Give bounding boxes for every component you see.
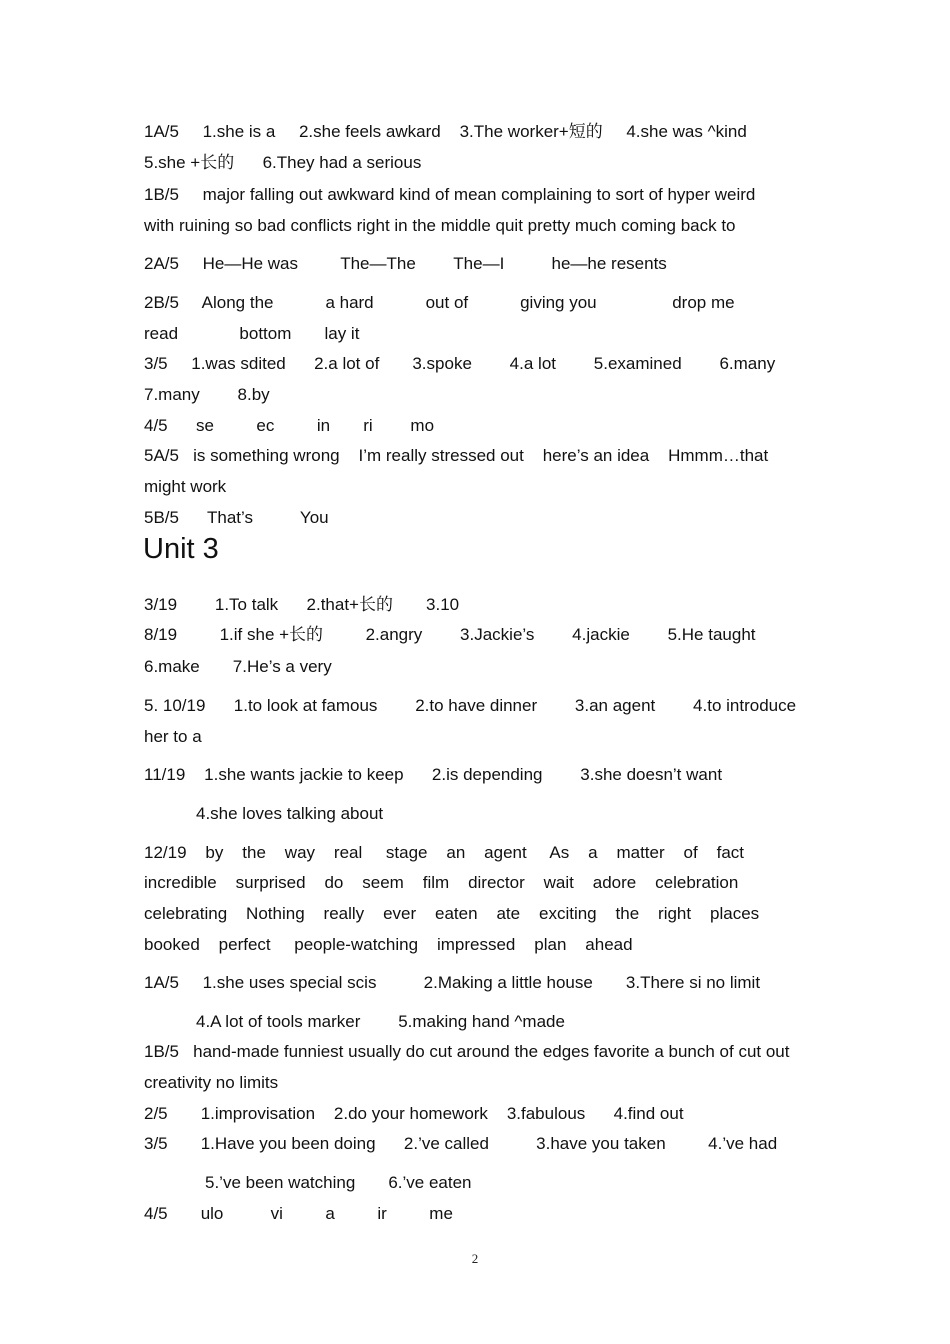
text-line: 11/19 1.she wants jackie to keep 2.is depending 3.she doesn’t want: [144, 765, 723, 784]
text-line: 4.she loves talking about: [196, 804, 384, 823]
text-line: 3/19 1.To talk 2.that+长的 3.10: [144, 595, 460, 614]
text-line: read bottom lay it: [144, 324, 360, 343]
text-line: 1A/5 1.she is a 2.she feels awkard 3.The worker+短的 4.she was ^kind: [144, 122, 747, 141]
text-line: 4/5 ulo vi a ir me: [144, 1204, 453, 1223]
page-number: 2: [471, 1251, 479, 1266]
unit-heading: Unit 3: [143, 533, 219, 565]
text-line: 5A/5 is something wrong I’m really stressed out here’s an idea Hmmm…that: [144, 446, 769, 465]
text-line: 2/5 1.improvisation 2.do your homework 3.fabulous 4.find out: [144, 1104, 684, 1123]
text-line: 3/5 1.was sdited 2.a lot of 3.spoke 4.a lot 5.examined 6.many: [144, 354, 776, 373]
text-line: creativity no limits: [144, 1073, 279, 1092]
text-line: celebrating Nothing really ever eaten ate exciting the right places: [144, 904, 760, 923]
text-line: 4/5 se ec in ri mo: [144, 416, 435, 435]
text-line: 2B/5 Along the a hard out of giving you drop me: [144, 293, 735, 312]
text-line: 5.’ve been watching 6.’ve eaten: [205, 1173, 472, 1192]
text-line: incredible surprised do seem film director wait adore celebration: [144, 873, 739, 892]
text-line: with ruining so bad conflicts right in the middle quit pretty much coming back to: [144, 216, 736, 235]
text-line: 8/19 1.if she +长的 2.angry 3.Jackie’s 4.jackie 5.He taught: [144, 625, 756, 644]
text-line: 2A/5 He—He was The—The The—I he—he resents: [144, 254, 667, 273]
text-line: 1A/5 1.she uses special scis 2.Making a little house 3.There si no limit: [144, 973, 761, 992]
text-line: might work: [144, 477, 227, 496]
text-line: 7.many 8.by: [144, 385, 270, 404]
text-line: booked perfect people-watching impressed plan ahead: [144, 935, 633, 954]
text-line: 5. 10/19 1.to look at famous 2.to have dinner 3.an agent 4.to introduce: [144, 696, 797, 715]
text-line: 12/19 by the way real stage an agent As a matter of fact: [144, 843, 745, 862]
text-line: 6.make 7.He’s a very: [144, 657, 332, 676]
text-line: 3/5 1.Have you been doing 2.’ve called 3.have you taken 4.’ve had: [144, 1134, 778, 1153]
text-line: 5B/5 That’s You: [144, 508, 329, 527]
text-line: 4.A lot of tools marker 5.making hand ^made: [196, 1012, 565, 1031]
text-line: 5.she +长的 6.They had a serious: [144, 153, 422, 172]
text-line: her to a: [144, 727, 202, 746]
text-line: 1B/5 hand-made funniest usually do cut around the edges favorite a bunch of cut out: [144, 1042, 790, 1061]
text-line: 1B/5 major falling out awkward kind of mean complaining to sort of hyper weird: [144, 185, 756, 204]
